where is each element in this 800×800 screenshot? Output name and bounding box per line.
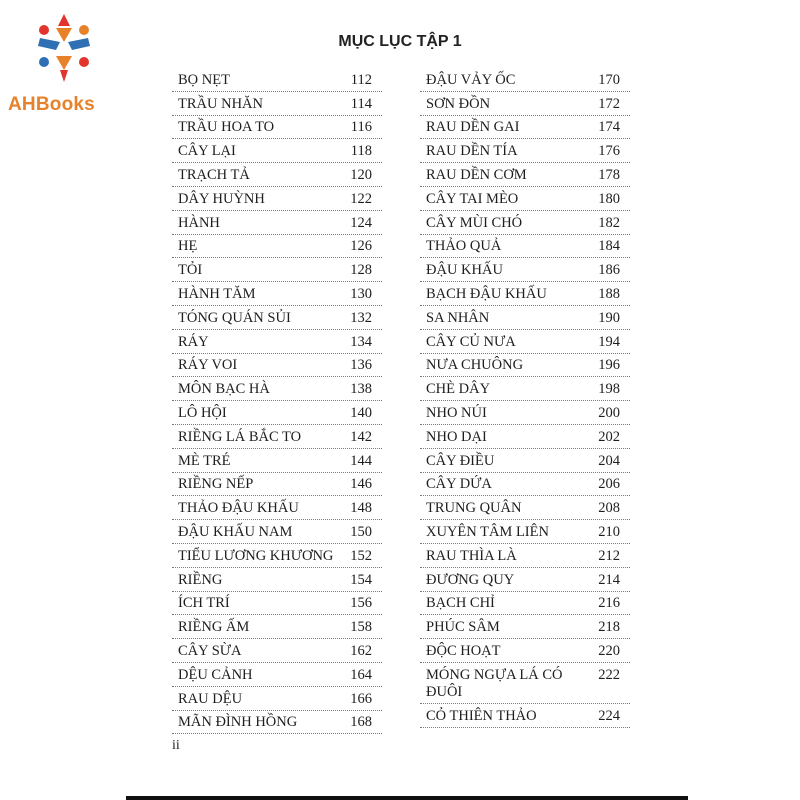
toc-entry-title: RAU DỆU [178,690,243,707]
page-title [0,33,800,51]
toc-entry-title: NƯA CHUÔNG [426,357,524,374]
toc-entry-page: 150 [350,523,372,540]
toc-entry [420,449,630,473]
toc-entry-title: HẸ [178,238,198,255]
toc-entry [420,425,630,449]
toc-entry-title: DÂY HUỲNH [178,190,265,207]
toc-entry-title: MÔN BẠC HÀ [178,381,270,398]
toc-entry-page: 198 [598,381,620,398]
toc-entry-title: CÂY ĐIỀU [426,452,495,469]
toc-entry-title: ĐẬU KHẤU NAM [178,523,293,540]
toc-entry-page: 132 [350,309,372,326]
toc-entry-page: 162 [350,642,372,659]
toc-entry-page: 180 [598,190,620,207]
toc-entry-title: RAU DỀN CƠM [426,166,527,183]
toc-entry-page: 216 [598,595,620,612]
toc-entry-page: 146 [350,476,372,493]
toc-entry-title: MÈ TRÉ [178,452,231,469]
toc-entry [420,544,630,568]
toc-entry [420,235,630,259]
toc-entry-title: CỎ THIÊN THẢO [426,707,537,724]
toc-entry [420,568,630,592]
toc-entry-title: RÁY [178,333,209,350]
toc-entry-page: 116 [350,119,372,136]
toc-entry-page: 166 [350,690,372,707]
toc-entry [172,401,382,425]
toc-entry [172,639,382,663]
brand-name: AHBooks [8,94,95,115]
toc-entry [420,282,630,306]
toc-entry-page: 174 [598,119,620,136]
toc-entry [172,663,382,687]
toc-entry-page: 130 [350,285,372,302]
toc-entry [420,187,630,211]
toc-entry-page: 124 [350,214,372,231]
toc-entry [420,139,630,163]
toc-entry [420,68,630,92]
toc-entry [420,639,630,663]
toc-entry [420,92,630,116]
toc-entry-page: 220 [598,642,620,659]
toc-entry [420,306,630,330]
toc-entry-title: TRẦU NHĂN [178,95,263,112]
toc-entry [172,92,382,116]
toc-entry-title: HÀNH TĂM [178,285,256,302]
toc-entry [172,473,382,497]
toc-entry-page: 122 [350,190,372,207]
page-number: ii [172,738,180,753]
toc-entry-title: MÃN ĐÌNH HỒNG [178,714,298,731]
toc-entry [420,704,630,728]
toc-entry [172,615,382,639]
toc-entry-page: 200 [598,404,620,421]
toc-entry [172,568,382,592]
toc-entry-page: 142 [350,428,372,445]
bottom-rule [126,796,688,800]
toc-entry [172,520,382,544]
toc-entry [420,354,630,378]
toc-entry-page: 114 [350,95,372,112]
toc-entry-page: 224 [598,707,620,724]
toc-entry-title: CÂY SỪA [178,642,242,659]
toc-entry-title: RAU THÌA LÀ [426,547,517,564]
toc-entry [172,377,382,401]
toc-entry-page: 154 [350,571,372,588]
toc-entry-page: 140 [350,404,372,421]
toc-entry-page: 118 [350,143,372,160]
toc-entry-page: 190 [598,309,620,326]
toc-entry [172,282,382,306]
toc-entry-title: PHÚC SÂM [426,619,500,636]
toc-entry [172,163,382,187]
toc-entry-title: CÂY LẠI [178,143,236,160]
toc-entry-page: 208 [598,500,620,517]
toc-entry-page: 186 [598,262,620,279]
toc-entry-title: TRUNG QUÂN [426,500,522,517]
toc-entry-title: THẢO QUẢ [426,238,502,255]
toc-entry-page: 152 [350,547,372,564]
toc-entry-title: THẢO ĐẬU KHẤU [178,500,299,517]
toc-entry-page: 184 [598,238,620,255]
toc-entry-title: ĐỘC HOẠT [426,642,501,659]
toc-right-column [420,68,630,728]
page-title-text: MỤC LỤC TẬP 1 [338,33,462,50]
toc-entry-title: NHO DẠI [426,428,487,445]
ahbooks-logo [8,12,122,115]
toc-entry-page: 120 [350,166,372,183]
toc-entry-page: 222 [598,666,620,683]
toc-entry [172,116,382,140]
toc-entry [420,258,630,282]
toc-entry [172,306,382,330]
toc-entry-title: RIỀNG [178,571,223,588]
toc-entry-title: RAU DỀN TÍA [426,143,518,160]
toc-entry-page: 194 [598,333,620,350]
toc-entry [172,687,382,711]
toc-entry-page: 176 [598,143,620,160]
toc-entry-page: 196 [598,357,620,374]
toc-entry-page: 136 [350,357,372,374]
toc-entry-title: SA NHÂN [426,309,490,326]
toc-entry-title: CÂY MÙI CHÓ [426,214,523,231]
toc-entry-page: 214 [598,571,620,588]
toc-entry-page: 170 [598,71,620,88]
toc-entry-page: 138 [350,381,372,398]
toc-entry-title: BẠCH ĐẬU KHẤU [426,285,547,302]
toc-entry [172,211,382,235]
toc-entry-title: RAU DỀN GAI [426,119,520,136]
toc-entry-title: ĐẬU KHẤU [426,262,503,279]
toc-entry-page: 156 [350,595,372,612]
toc-entry-title: NHO NÚI [426,404,487,421]
toc-entry-page: 206 [598,476,620,493]
toc-entry [172,139,382,163]
toc-entry-page: 168 [350,714,372,731]
toc-entry [172,187,382,211]
toc-entry [172,592,382,616]
toc-entry-title: CHÈ DÂY [426,381,491,398]
toc-entry-title: ĐƯƠNG QUY [426,571,515,588]
toc-entry [420,330,630,354]
toc-entry-page: 210 [598,523,620,540]
toc-entry-title: DỆU CẢNH [178,666,253,683]
toc-entry-title: ÍCH TRÍ [178,595,230,612]
toc-entry-page: 188 [598,285,620,302]
toc-entry [172,68,382,92]
toc-entry [420,401,630,425]
toc-entry-page: 148 [350,500,372,517]
toc-entry [172,425,382,449]
toc-entry-page: 128 [350,262,372,279]
toc-entry-title: MÓNG NGỰA LÁ CÓ ĐUÔI [426,666,563,700]
toc-entry-title: RÁY VOI [178,357,238,374]
toc-entry-title: TRẦU HOA TO [178,119,275,136]
toc-entry-page: 172 [598,95,620,112]
toc-entry-title: LÔ HỘI [178,404,227,421]
toc-entry [172,449,382,473]
toc-entry-title: SƠN ĐỒN [426,95,491,112]
toc-entry-page: 218 [598,619,620,636]
toc-entry-title: CÂY DỨA [426,476,492,493]
toc-entry-page: 126 [350,238,372,255]
toc-entry-title: TRẠCH TẢ [178,166,250,183]
toc-entry-page: 182 [598,214,620,231]
toc-entry-title: HÀNH [178,214,220,231]
toc-entry-title: ĐẬU VẢY ỐC [426,71,516,88]
toc-entry-page: 202 [598,428,620,445]
toc-entry [420,663,630,704]
toc-entry [420,592,630,616]
toc-entry-title: RIỀNG LÁ BẮC TO [178,428,302,445]
toc-entry [420,615,630,639]
toc-entry [420,473,630,497]
toc-entry [172,496,382,520]
toc-entry-title: BẠCH CHỈ [426,595,495,612]
toc-entry-page: 144 [350,452,372,469]
toc-entry [420,520,630,544]
toc-entry [420,116,630,140]
toc-entry-title: RIỀNG NẾP [178,476,254,493]
toc-entry [172,258,382,282]
toc-entry-page: 112 [350,71,372,88]
toc-entry [172,354,382,378]
toc-entry [172,544,382,568]
toc-entry-title: BỌ NẸT [178,71,230,88]
toc-entry-page: 164 [350,666,372,683]
toc-entry [420,211,630,235]
toc-entry [172,711,382,735]
toc-entry-page: 134 [350,333,372,350]
toc-entry-title: XUYÊN TÂM LIÊN [426,523,549,540]
toc-entry-title: TIỂU LƯƠNG KHƯƠNG [178,547,334,564]
toc-entry-page: 178 [598,166,620,183]
toc-entry-title: TỎI [178,262,203,279]
toc-entry [420,496,630,520]
toc-entry-title: CÂY CỦ NƯA [426,333,516,350]
toc-entry-title: TÓNG QUÁN SỦI [178,309,291,326]
toc-entry [172,235,382,259]
toc-entry-page: 212 [598,547,620,564]
toc-entry-page: 204 [598,452,620,469]
toc-left-column [172,68,382,734]
toc-entry [172,330,382,354]
toc-entry [420,377,630,401]
toc-entry-title: CÂY TAI MÈO [426,190,519,207]
toc-entry-page: 158 [350,619,372,636]
toc-entry-title: RIỀNG ẤM [178,619,250,636]
toc-entry [420,163,630,187]
